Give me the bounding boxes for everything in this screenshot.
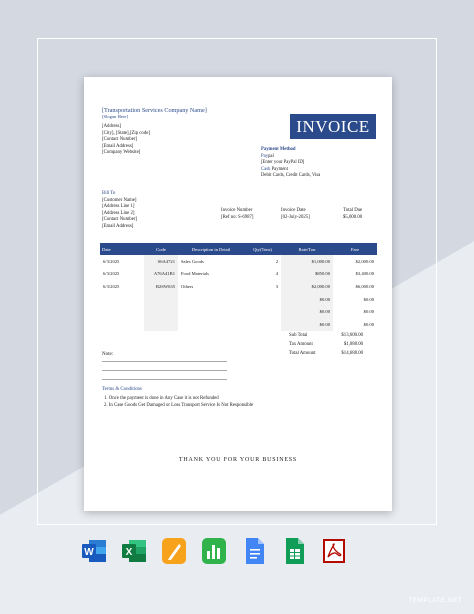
invoice-title: INVOICE bbox=[290, 114, 376, 139]
address-line: [Email Address] bbox=[102, 143, 134, 149]
slogan: [Slogan Here] bbox=[102, 114, 128, 119]
cash-line bbox=[261, 167, 320, 174]
table-cell: $0.00 bbox=[281, 305, 333, 318]
table-cell bbox=[178, 305, 244, 318]
word-icon[interactable] bbox=[80, 538, 108, 564]
bill-to bbox=[102, 191, 137, 231]
table-cell: B2SW635 bbox=[144, 280, 178, 293]
table-cell: 6/3/2025 bbox=[103, 271, 120, 277]
bill-to-line: [Customer Name] bbox=[102, 197, 137, 203]
subtotal-row bbox=[100, 333, 377, 342]
table-row bbox=[100, 280, 377, 293]
terms-item: 1. Once the payment is done in Any Case it is not Refunded bbox=[104, 396, 219, 401]
invoice-number-value: [Ref no: S-6987] bbox=[221, 215, 254, 220]
bill-to-title: Bill To bbox=[102, 191, 116, 196]
table-cell bbox=[144, 293, 178, 306]
column-header: Fare bbox=[333, 243, 377, 255]
table-cell: $0.00 bbox=[363, 309, 374, 315]
table-cell: 6/3/2025 bbox=[103, 258, 120, 264]
column-header: Qty(Tons) bbox=[244, 243, 281, 255]
app-icons-row bbox=[80, 538, 348, 564]
bill-to-line: [Address Line 1] bbox=[102, 204, 135, 210]
table-row bbox=[100, 268, 377, 281]
table-cell bbox=[244, 318, 281, 331]
total-amount-label: Total Amount bbox=[289, 351, 316, 356]
cash-label: Cash bbox=[261, 166, 271, 172]
table-cell bbox=[178, 318, 244, 331]
column-header: Description in Detail bbox=[178, 243, 244, 255]
paypal-label: Pay bbox=[261, 153, 269, 159]
cards-line: Debit Cards, Credit Cards, Visa bbox=[261, 173, 321, 179]
terms-item: 2. In Case Goods Get Damaged or Loss Transport Service Is Not Responsible bbox=[104, 403, 254, 409]
pdf-icon[interactable] bbox=[320, 538, 348, 564]
word-glyph: W bbox=[84, 547, 94, 558]
table-row bbox=[100, 318, 377, 331]
google-docs-icon[interactable] bbox=[240, 538, 268, 564]
table-cell: $2,000.00 bbox=[281, 280, 333, 293]
tax-row bbox=[100, 342, 377, 351]
paypal-id: [Enter your PayPal ID] bbox=[261, 160, 305, 166]
brand-watermark: TEMPLATE.NET bbox=[408, 597, 462, 604]
total-amount-row bbox=[100, 351, 377, 360]
table-cell bbox=[100, 293, 144, 306]
address-line: [Address] bbox=[102, 124, 121, 129]
invoice-document bbox=[84, 77, 392, 511]
table-cell bbox=[178, 293, 244, 306]
table-cell: $0.00 bbox=[363, 321, 374, 327]
address-line: [City], [State],[Zip code] bbox=[102, 130, 150, 136]
table-cell: $0.00 bbox=[281, 293, 333, 306]
payment-method-title: Payment Method bbox=[261, 147, 296, 152]
table-cell bbox=[144, 305, 178, 318]
invoice-date-value: [02-July-2025] bbox=[281, 215, 310, 220]
line-items-table bbox=[100, 243, 377, 331]
table-cell: $0.00 bbox=[281, 318, 333, 331]
invoice-date-label: Invoice Date bbox=[281, 208, 306, 213]
company-address bbox=[102, 124, 150, 157]
tax-label: Tax Amount bbox=[289, 342, 313, 347]
column-header: Date bbox=[100, 243, 144, 255]
total-due bbox=[343, 207, 362, 221]
pages-icon[interactable] bbox=[160, 538, 188, 564]
subtotal-label: Sub Total bbox=[289, 333, 308, 338]
numbers-icon[interactable] bbox=[200, 538, 228, 564]
bill-to-line: [Address Line 2] bbox=[102, 210, 135, 216]
terms-list bbox=[104, 395, 253, 410]
bill-to-line: [Contact Number] bbox=[102, 217, 138, 223]
bill-to-line: [Email Address] bbox=[102, 223, 134, 229]
invoice-number bbox=[221, 207, 254, 221]
table-cell: $0.00 bbox=[363, 296, 374, 302]
table-cell: 4 bbox=[275, 271, 278, 277]
subtotal-value: $13,600.00 bbox=[341, 333, 363, 338]
paypal-line bbox=[261, 154, 320, 161]
table-cell: Others bbox=[181, 283, 194, 289]
excel-glyph: X bbox=[125, 547, 133, 558]
terms-title: Terms & Conditions bbox=[102, 387, 142, 392]
table-cell bbox=[244, 305, 281, 318]
table-cell: $2,000.00 bbox=[355, 258, 374, 264]
table-cell bbox=[100, 318, 144, 331]
table-cell bbox=[244, 293, 281, 306]
table-cell: 6/3/2025 bbox=[103, 283, 120, 289]
column-header: Code bbox=[144, 243, 178, 255]
table-cell: 2 bbox=[275, 258, 278, 264]
google-sheets-icon[interactable] bbox=[280, 538, 308, 564]
table-cell: A76A41B1 bbox=[144, 268, 178, 281]
table-row bbox=[100, 305, 377, 318]
table-cell bbox=[100, 305, 144, 318]
invoice-number-label: Invoice Number bbox=[221, 208, 253, 213]
note-line bbox=[102, 361, 227, 362]
table-cell: Sales Goods bbox=[181, 258, 204, 264]
note-label: Note: bbox=[102, 352, 114, 357]
table-cell: 3 bbox=[275, 283, 278, 289]
table-cell: Food Materials bbox=[181, 271, 209, 277]
cash-suffix: Payment bbox=[270, 166, 288, 172]
table-row bbox=[100, 293, 377, 306]
table-cell: $6,000.00 bbox=[355, 283, 374, 289]
column-header: Rate/Ton bbox=[281, 243, 333, 255]
invoice-date bbox=[281, 207, 310, 221]
paypal-suffix: pal bbox=[268, 153, 274, 159]
address-line: [Contact Number] bbox=[102, 137, 138, 143]
table-header-row bbox=[100, 243, 377, 255]
table-row bbox=[100, 255, 377, 268]
tax-value: $1,088.00 bbox=[343, 342, 363, 347]
note-line bbox=[102, 379, 227, 380]
thank-you-message: THANK YOU FOR YOUR BUSINESS bbox=[178, 457, 298, 463]
table-cell: $850.00 bbox=[281, 268, 333, 281]
total-due-value: $5,000.00 bbox=[343, 215, 363, 220]
table-cell: S6A4721 bbox=[144, 255, 178, 268]
payment-method bbox=[261, 147, 320, 180]
table-cell: $3,400.00 bbox=[355, 271, 374, 277]
company-name: [Transportation Services Company Name] bbox=[102, 107, 207, 114]
table-cell bbox=[144, 318, 178, 331]
total-amount-value: $14,688.00 bbox=[341, 351, 363, 356]
excel-icon[interactable] bbox=[120, 538, 148, 564]
total-due-label: Total Due bbox=[343, 208, 363, 213]
table-cell: $1,000.00 bbox=[281, 255, 333, 268]
address-line: [Company Website] bbox=[102, 150, 141, 156]
note-line bbox=[102, 370, 227, 371]
